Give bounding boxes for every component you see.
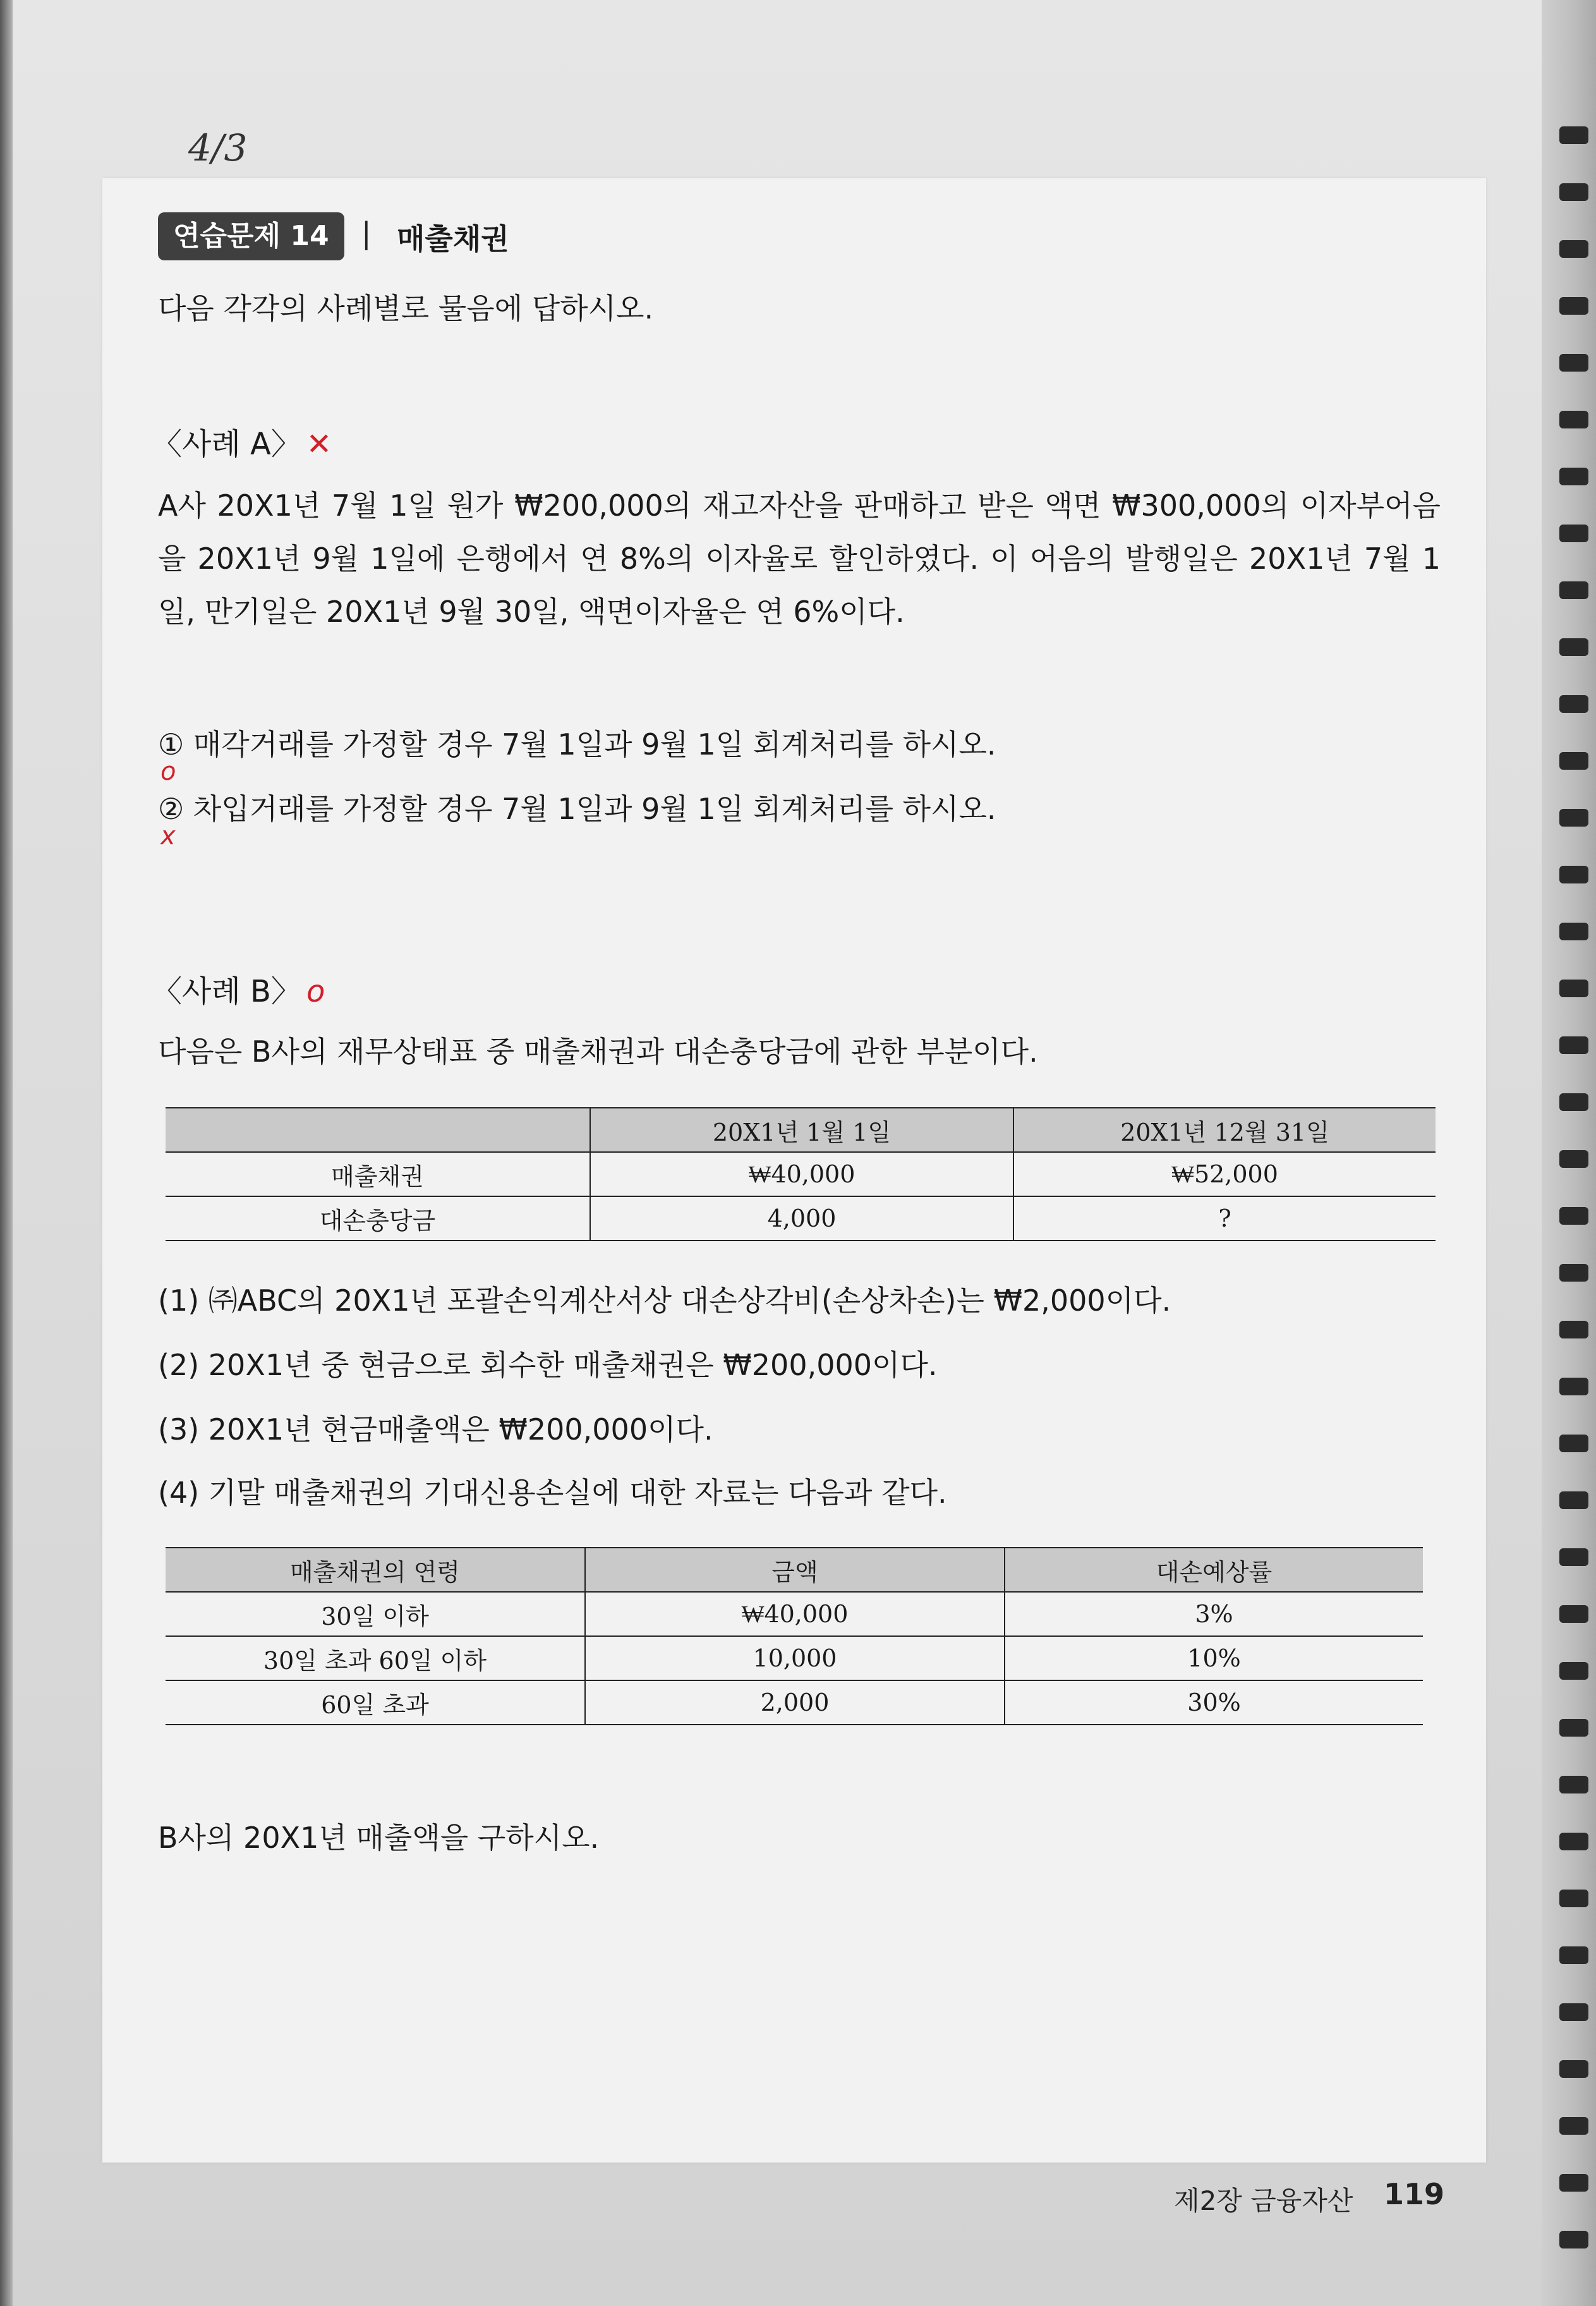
table-cell: ₩40,000 (590, 1152, 1013, 1196)
table-cell: ₩40,000 (585, 1592, 1005, 1636)
case-b-label-text: 〈사례 B〉 (152, 974, 301, 1009)
binding-ring (1559, 581, 1588, 599)
binding-ring (1559, 1833, 1588, 1850)
binding-ring (1559, 1662, 1588, 1680)
binding-ring (1559, 1946, 1588, 1964)
binding-ring (1559, 1264, 1588, 1282)
binding-ring (1559, 980, 1588, 997)
table-cell: 4,000 (590, 1196, 1013, 1241)
case-a-question-1: ① 매각거래를 가정할 경우 7월 1일과 9월 1일 회계처리를 하시오. (158, 727, 996, 762)
binding-ring (1559, 1435, 1588, 1452)
binding-ring (1559, 695, 1588, 713)
binding-ring (1559, 1207, 1588, 1225)
binding-ring (1559, 525, 1588, 542)
table-header-cell: 매출채권의 연령 (166, 1548, 585, 1592)
binding-ring (1559, 2060, 1588, 2078)
table-header-cell: 20X1년 1월 1일 (590, 1108, 1013, 1152)
condition-1: (1) ㈜ABC의 20X1년 포괄손익계산서상 대손상각비(손상차손)는 ₩2,000이다. (158, 1283, 1171, 1318)
table-cell: 3% (1005, 1592, 1423, 1636)
binding-ring (1559, 354, 1588, 372)
case-b-label (152, 967, 325, 1010)
binding-ring (1559, 2231, 1588, 2248)
binding-ring (1559, 1890, 1588, 1907)
condition-2: (2) 20X1년 중 현금으로 회수한 매출채권은 ₩200,000이다. (158, 1348, 938, 1382)
table-cell: 매출채권 (166, 1152, 590, 1196)
table-cell: 10,000 (585, 1636, 1005, 1680)
table-cell: 30% (1005, 1680, 1423, 1725)
case-a-question-2-mark: x (160, 822, 176, 851)
case-b-mark: o (306, 974, 325, 1009)
table-row (166, 1636, 1423, 1680)
table-cell: 대손충당금 (166, 1196, 590, 1241)
table-row (166, 1152, 1436, 1196)
case-b-intro: 다음은 B사의 재무상태표 중 매출채권과 대손충당금에 관한 부분이다. (158, 1035, 1038, 1069)
exercise-title: 매출채권 (397, 222, 509, 256)
binding-ring (1559, 1378, 1588, 1395)
table-header-cell (166, 1108, 590, 1152)
condition-3: (3) 20X1년 현금매출액은 ₩200,000이다. (158, 1412, 713, 1447)
heading-separator: | (361, 216, 372, 250)
table-header-cell: 금액 (585, 1548, 1005, 1592)
page-edge-left (0, 0, 13, 2306)
binding-ring (1559, 2117, 1588, 2135)
balance-table (166, 1107, 1436, 1241)
case-a-label (152, 420, 332, 463)
table-header-row (166, 1548, 1423, 1592)
case-a-question-1-mark: o (160, 757, 176, 786)
table-header-cell: 20X1년 12월 31일 (1013, 1108, 1436, 1152)
case-a-question-2: ② 차입거래를 가정할 경우 7월 1일과 9월 1일 회계처리를 하시오. (158, 792, 996, 826)
binding-ring (1559, 240, 1588, 258)
table-row (166, 1196, 1436, 1241)
table-cell: 30일 초과 60일 이하 (166, 1636, 585, 1680)
table-header-row (166, 1108, 1436, 1152)
binding-ring (1559, 1093, 1588, 1111)
case-a-mark: ✕ (306, 427, 332, 462)
table-cell: 2,000 (585, 1680, 1005, 1725)
binding-ring (1559, 1036, 1588, 1054)
binding-ring (1559, 1605, 1588, 1623)
binding-ring (1559, 126, 1588, 144)
exercise-badge: 연습문제 14 (158, 212, 344, 260)
binding-ring (1559, 1548, 1588, 1566)
binding-ring (1559, 183, 1588, 201)
binding-ring (1559, 1321, 1588, 1338)
binding-ring (1559, 297, 1588, 315)
aging-table (166, 1547, 1423, 1725)
binding-ring (1559, 1719, 1588, 1737)
table-row (166, 1680, 1423, 1725)
final-question: B사의 20X1년 매출액을 구하시오. (158, 1821, 600, 1855)
binding-ring (1559, 866, 1588, 883)
binding-ring (1559, 809, 1588, 827)
table-row (166, 1592, 1423, 1636)
binding-ring (1559, 411, 1588, 428)
binding-ring (1559, 1776, 1588, 1793)
condition-4: (4) 기말 매출채권의 기대신용손실에 대한 자료는 다음과 같다. (158, 1476, 947, 1510)
page-number: 119 (1384, 2177, 1445, 2211)
binding-ring (1559, 2003, 1588, 2021)
binding-ring (1559, 923, 1588, 940)
binding-ring (1559, 1491, 1588, 1509)
exercise-instruction: 다음 각각의 사례별로 물음에 답하시오. (158, 291, 654, 325)
footer-chapter: 제2장 금융자산 (1174, 2185, 1353, 2216)
table-cell: ₩52,000 (1013, 1152, 1436, 1196)
case-a-paragraph: A사 20X1년 7월 1일 원가 ₩200,000의 재고자산을 판매하고 받은 액면 ₩300,000의 이자부어음을 20X1년 9월 1일에 은행에서 연 8%의 이자율로 할인하였다. 이 어음의 발행일은 20X1년 7월 1일, 만기일은 20X1년 9월 30일, 액면이자율은 연 6%이다. (158, 489, 1441, 629)
handwritten-note: 4/3 (188, 126, 248, 169)
table-cell: ? (1013, 1196, 1436, 1241)
binding-ring (1559, 638, 1588, 656)
binding-ring (1559, 2174, 1588, 2192)
binding-ring (1559, 1150, 1588, 1168)
table-cell: 30일 이하 (166, 1592, 585, 1636)
table-cell: 60일 초과 (166, 1680, 585, 1725)
binding-ring (1559, 752, 1588, 770)
case-a-label-text: 〈사례 A〉 (152, 427, 301, 462)
table-cell: 10% (1005, 1636, 1423, 1680)
binding-ring (1559, 468, 1588, 485)
table-header-cell: 대손예상률 (1005, 1548, 1423, 1592)
